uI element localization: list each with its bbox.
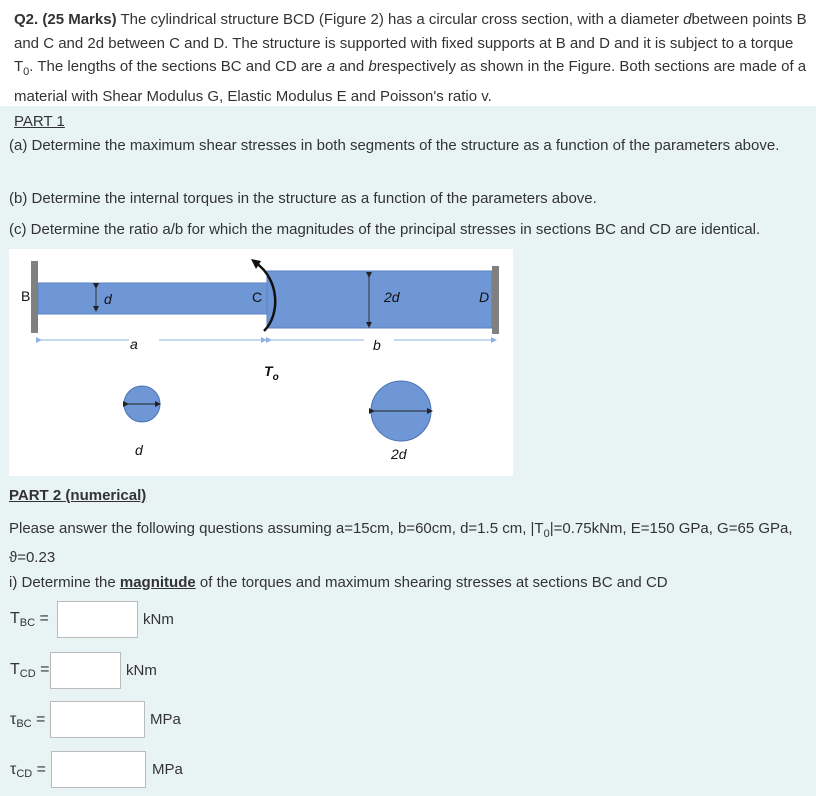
question-d: d — [683, 11, 692, 28]
part2-given-a: Please answer the following questions assuming a=15cm, b=60cm, d=1.5 cm, |T — [9, 520, 544, 537]
rod-bc — [38, 283, 267, 314]
part2-given-b: |=0.75kNm, E=150 GPa, G=65 GPa, ϑ=0.23 — [9, 520, 793, 566]
answer-label-taubc — [10, 711, 45, 730]
label-c: C — [252, 289, 263, 305]
fixed-support-b — [31, 261, 38, 333]
label-d-end: D — [479, 289, 490, 305]
part1-heading: PART 1 — [14, 113, 65, 130]
question-number: Q2. — [14, 11, 39, 28]
question-text-1: The cylindrical structure BCD (Figure 2) has a circular cross section, with a diameter — [116, 11, 684, 28]
answer-label-taucd-sym: τ — [10, 761, 17, 778]
part2-given-sub: 0 — [543, 528, 550, 540]
structure-diagram — [9, 249, 513, 476]
part2-heading-sub: (numerical) — [65, 487, 147, 504]
answer-label-taubc-eq: = — [31, 711, 46, 728]
label-b: B — [21, 288, 31, 304]
question-intro — [0, 0, 816, 106]
part2-heading-text: PART 2 — [9, 487, 66, 504]
part1-question-c: (c) Determine the ratio a/b for which the magnitudes of the principal stresses in sections BC and CD are identical. — [9, 221, 761, 238]
label-a: a — [130, 336, 138, 352]
question-text-4: respectively as shown in the Figure. Both sections are made of a material with Shear Modulus G, Elastic Modulus E and Poisson's ratio v. — [14, 58, 807, 105]
label-torque — [264, 363, 279, 383]
answer-label-tcd — [10, 661, 49, 680]
question-a: a — [326, 58, 336, 75]
label-2d-circle: 2d — [391, 446, 407, 462]
label-d: d — [104, 291, 112, 307]
label-d-circle: d — [135, 442, 143, 458]
answer-label-tbc-eq: = — [35, 610, 49, 627]
answer-label-tbc-sub: BC — [19, 617, 36, 629]
question-and: and — [335, 58, 369, 75]
answer-unit-tbc: kNm — [143, 611, 174, 628]
answer-input-tcd[interactable] — [50, 652, 121, 689]
answer-label-taucd-sub: CD — [16, 768, 33, 780]
answer-label-tbc-sym: T — [10, 610, 20, 627]
question-marks: (25 Marks) — [42, 11, 117, 28]
answer-label-tcd-sub: CD — [19, 668, 36, 680]
part2-q1-a: i) Determine the — [9, 574, 120, 591]
answer-label-taubc-sym: τ — [10, 711, 17, 728]
rod-cd — [267, 271, 492, 328]
answer-input-tbc[interactable] — [57, 601, 138, 638]
answer-unit-tcd: kNm — [126, 662, 157, 679]
answer-unit-taucd: MPa — [152, 761, 183, 778]
question-text — [0, 0, 816, 108]
answer-unit-taubc: MPa — [150, 711, 181, 728]
label-2d: 2d — [384, 289, 400, 305]
question-text-3: . The lengths of the sections BC and CD are — [29, 58, 327, 75]
answer-label-taubc-sub: BC — [16, 718, 32, 730]
question-text-2: between points B and C and 2d between C and D. The structure is supported with fixed supports at B and D and it is subject to a torque T — [14, 11, 807, 75]
label-b-length: b — [373, 337, 381, 353]
part1-question-a: (a) Determine the maximum shear stresses in both segments of the structure as a function of the parameters above. — [9, 137, 780, 154]
answer-label-tcd-eq: = — [35, 661, 50, 678]
part2-q1-b: of the torques and maximum shearing stresses at sections BC and CD — [195, 574, 668, 591]
answer-input-taucd[interactable] — [51, 751, 146, 788]
answer-input-taubc[interactable] — [50, 701, 145, 738]
part2-question-1 — [9, 571, 668, 594]
question-b: b — [368, 58, 377, 75]
question-t0-sub: 0 — [23, 66, 30, 78]
label-torque-sub: o — [272, 371, 279, 383]
figure-2 — [9, 249, 513, 476]
answer-label-tbc — [10, 610, 49, 629]
part2-q1-magnitude: magnitude — [119, 574, 196, 591]
answer-label-tcd-sym: T — [10, 661, 20, 678]
part2-given — [9, 517, 809, 569]
answer-label-taucd — [10, 761, 46, 780]
label-torque-t: T — [264, 363, 273, 379]
part2-heading — [9, 487, 146, 504]
answer-label-taucd-eq: = — [32, 761, 47, 778]
part1-question-b: (b) Determine the internal torques in the structure as a function of the parameters above. — [9, 190, 597, 207]
fixed-support-d — [492, 266, 499, 334]
